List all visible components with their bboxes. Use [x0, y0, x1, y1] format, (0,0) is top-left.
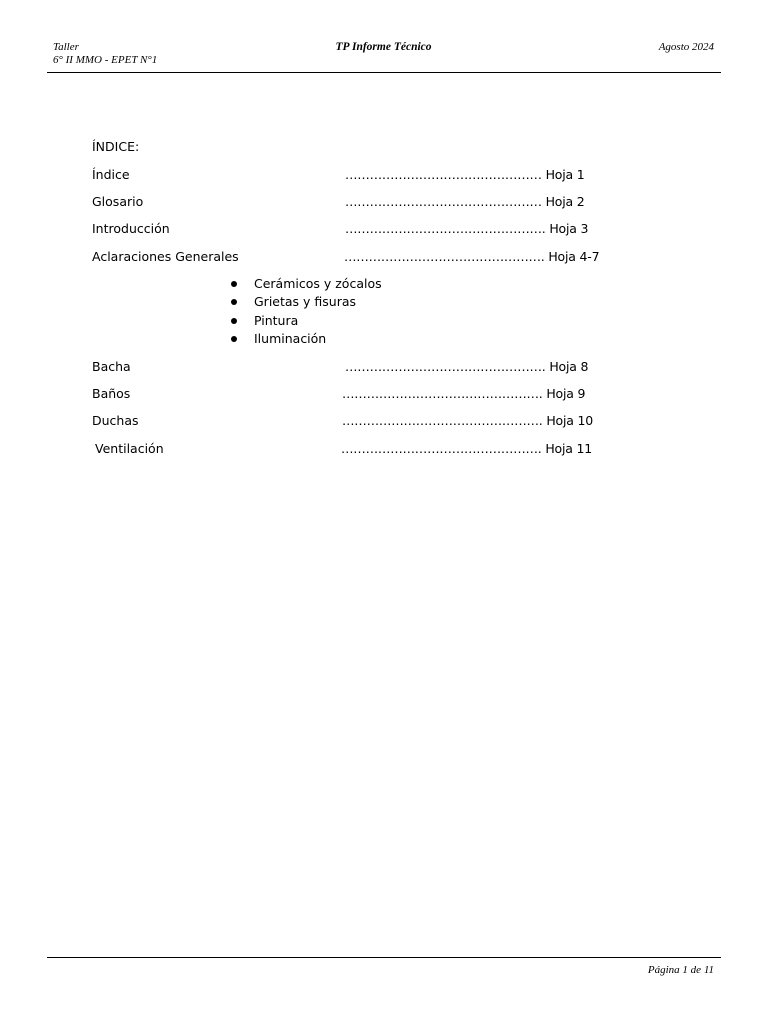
- toc-entry-label: Duchas: [92, 413, 139, 428]
- toc-entry-label: Glosario: [92, 194, 144, 209]
- toc-entry-page: …………………………………………. Hoja 9: [342, 386, 586, 401]
- toc-entry-aclaraciones: [92, 249, 612, 265]
- toc-subitems-list: [230, 276, 382, 349]
- toc-entry-bacha: [92, 359, 612, 375]
- toc-entry-label: Ventilación: [95, 441, 164, 456]
- toc-entry-duchas: [92, 413, 612, 429]
- toc-entry-glosario: [92, 194, 612, 210]
- toc-entry-label: Bacha: [92, 359, 131, 374]
- toc-entry-label: Baños: [92, 386, 131, 401]
- toc-entry-page: …………………………………………. Hoja 10: [342, 413, 594, 428]
- toc-subitem: Cerámicos y zócalos: [230, 276, 382, 294]
- toc-entry-page: …………………………………………. Hoja 4-7: [344, 249, 600, 264]
- header-divider: [47, 72, 721, 73]
- toc-entry-label: Aclaraciones Generales: [92, 249, 239, 264]
- toc-subitem: Iluminación: [230, 331, 382, 349]
- toc-entry-page: ………………………………………… Hoja 2: [345, 194, 585, 209]
- bullet-icon: [231, 318, 237, 324]
- toc-entry-indice: [92, 167, 612, 183]
- toc-entry-page: …………………………………………. Hoja 3: [345, 221, 589, 236]
- toc-entry-label: Índice: [92, 167, 130, 182]
- header-subject: Taller: [53, 41, 79, 53]
- toc-entry-page: …………………………………………. Hoja 8: [345, 359, 589, 374]
- page-number: Página 1 de 11: [647, 964, 714, 976]
- toc-entry-ventilacion: [92, 441, 612, 457]
- toc-entry-banos: [92, 386, 612, 402]
- bullet-icon: [231, 299, 237, 305]
- header-title: TP Informe Técnico: [335, 41, 432, 53]
- footer-divider: [47, 957, 721, 958]
- bullet-icon: [231, 281, 237, 287]
- toc-subitem: Pintura: [230, 313, 382, 331]
- toc-subitem: Grietas y fisuras: [230, 294, 382, 312]
- bullet-icon: [231, 336, 237, 342]
- toc-entry-page: ………………………………………… Hoja 1: [345, 167, 585, 182]
- header-course: 6° II MMO - EPET N°1: [53, 54, 158, 66]
- header-date: Agosto 2024: [658, 41, 714, 53]
- toc-title: ÍNDICE:: [92, 139, 140, 154]
- toc-entry-page: …………………………………………. Hoja 11: [341, 441, 593, 456]
- toc-entry-label: Introducción: [92, 221, 170, 236]
- toc-entry-introduccion: [92, 221, 612, 237]
